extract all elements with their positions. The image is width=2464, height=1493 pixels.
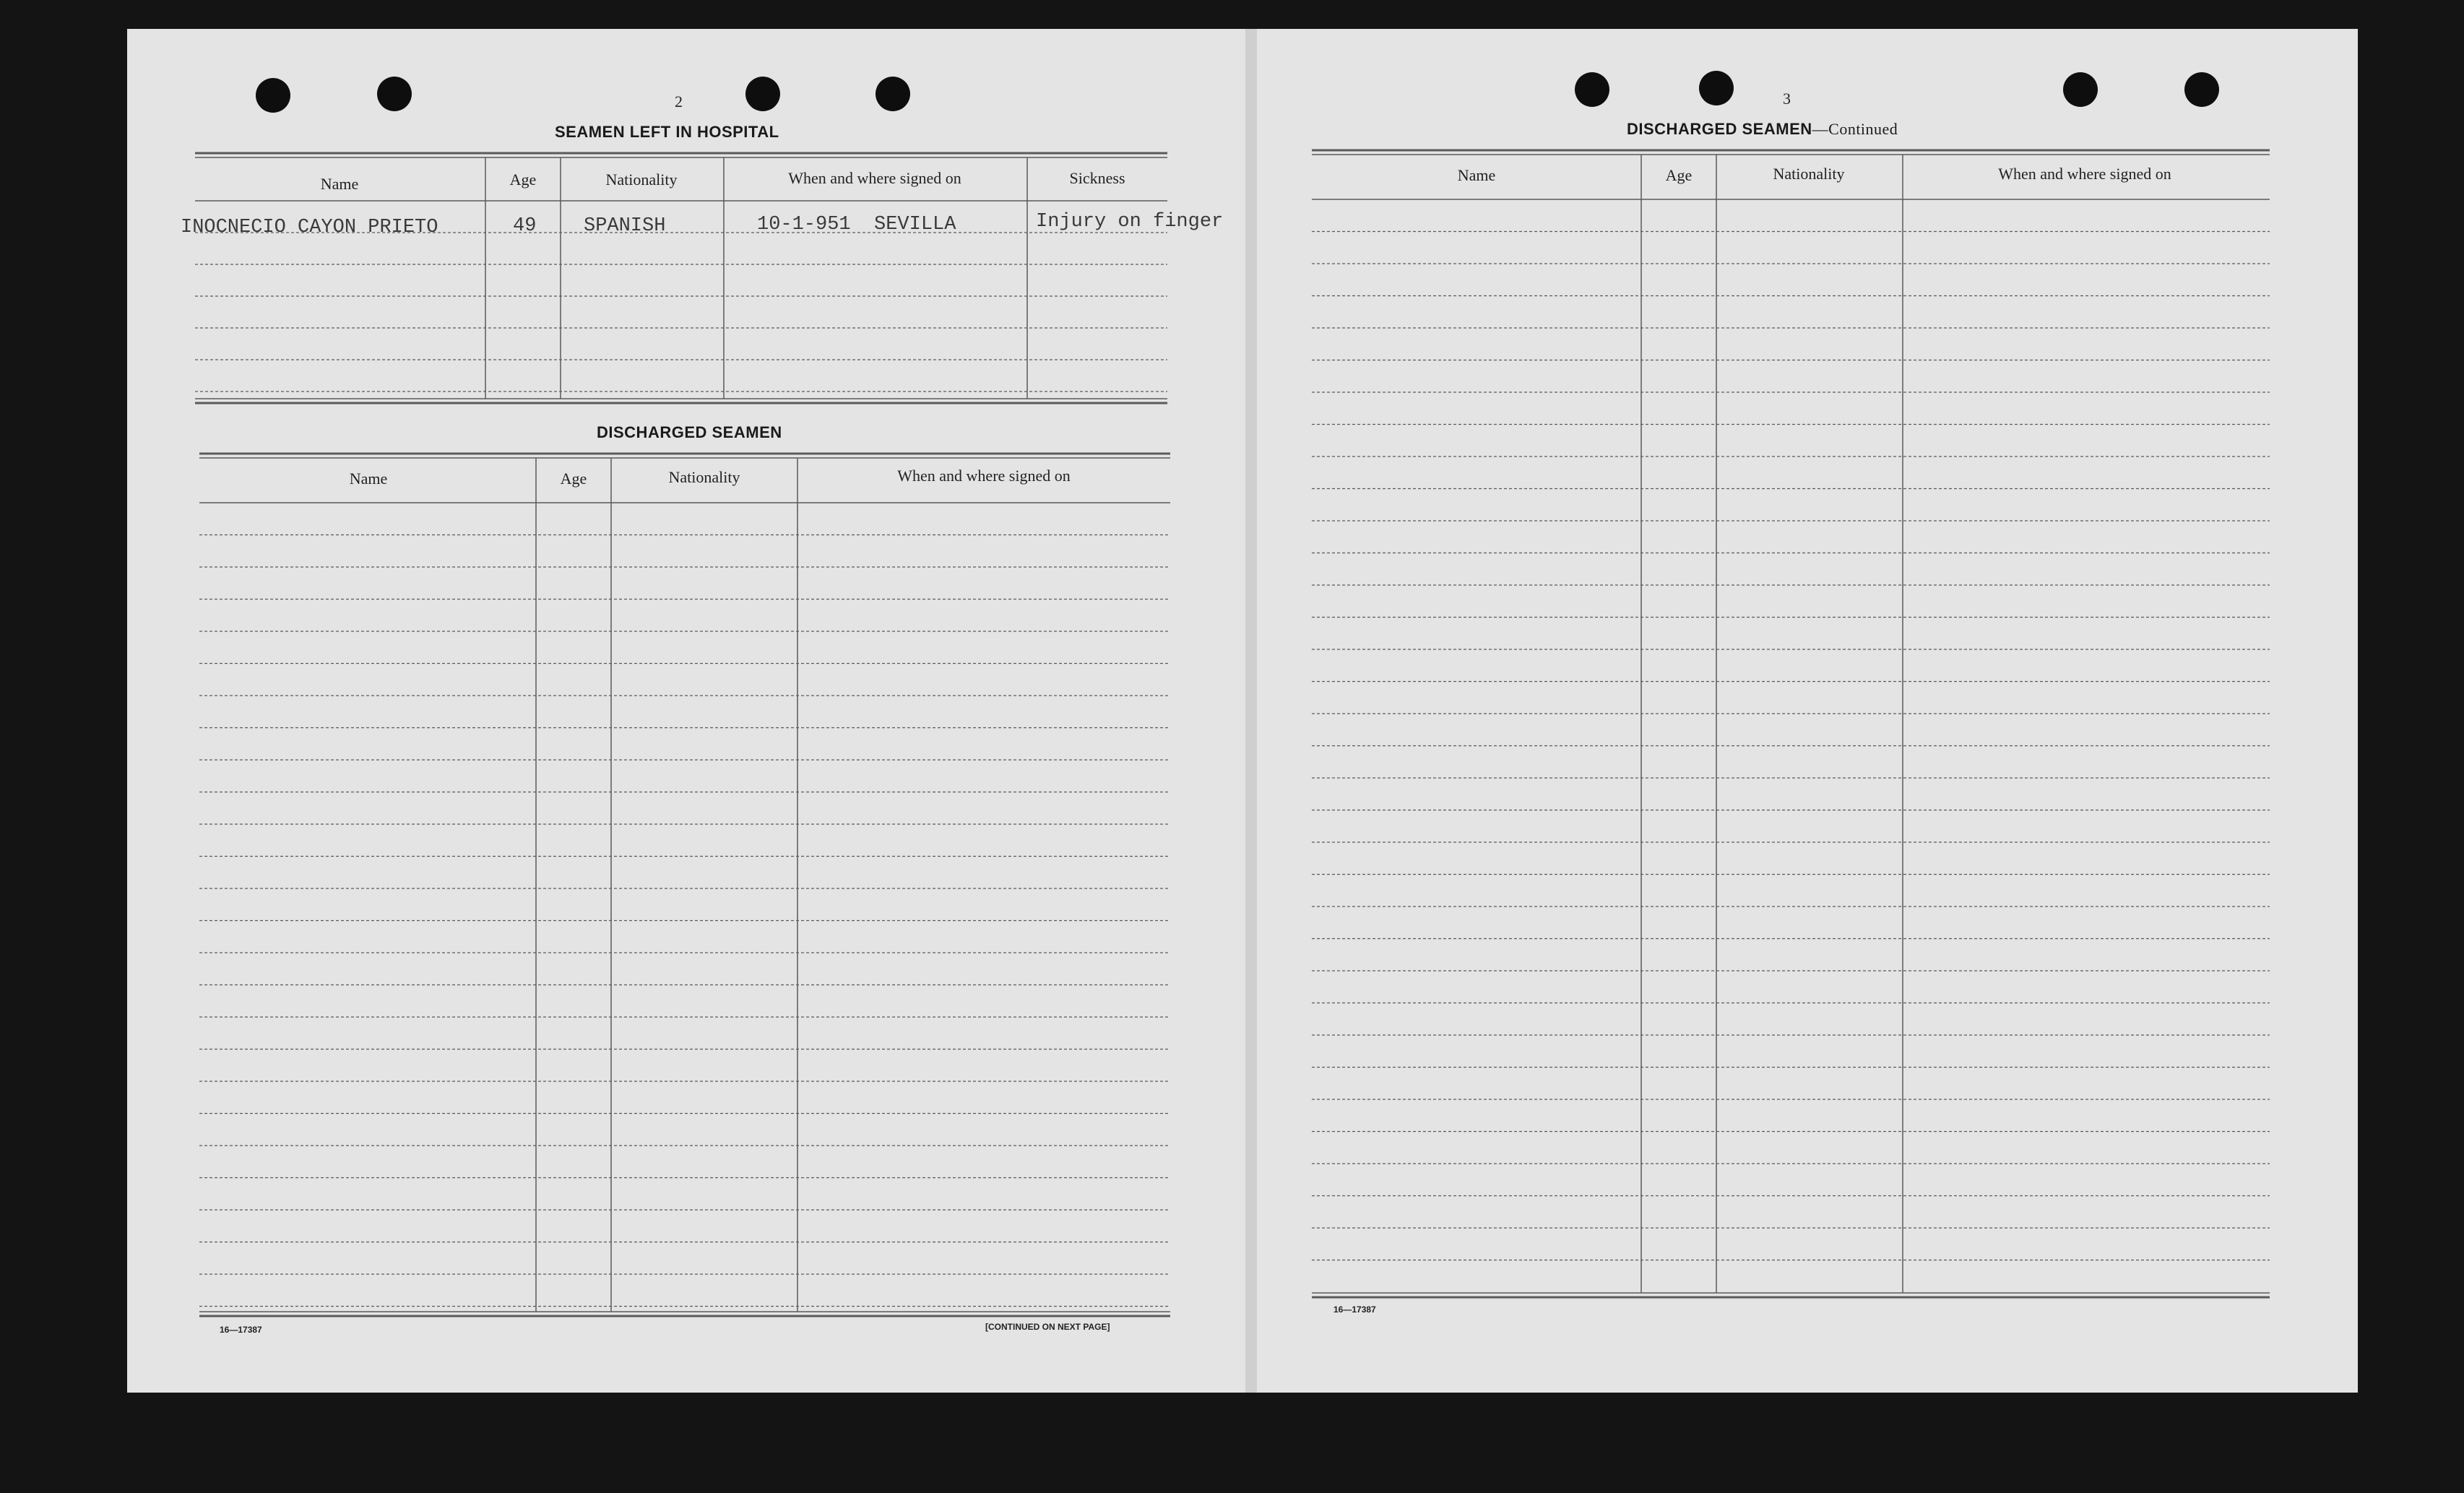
continued-note: [CONTINUED ON NEXT PAGE] <box>985 1322 1110 1332</box>
form-number-left: 16—17387 <box>220 1325 262 1335</box>
hospital-row-sickness: Injury on finger <box>1036 211 1224 233</box>
discharged-header-signed-on-right: When and where signed on <box>1998 165 2171 183</box>
discharged-header-name-left: Name <box>349 469 388 488</box>
hospital-row-nationality: SPANISH <box>584 215 666 237</box>
hospital-header-name: Name <box>320 175 359 193</box>
discharged-header-age-left: Age <box>560 469 587 488</box>
discharged-section-title-left: DISCHARGED SEAMEN <box>597 423 782 441</box>
hospital-section-title: SEAMEN LEFT IN HOSPITAL <box>555 123 779 141</box>
discharged-header-signed-on-left: When and where signed on <box>897 467 1071 485</box>
discharged-title-main: DISCHARGED SEAMEN <box>1627 120 1812 138</box>
discharged-header-nationality-right: Nationality <box>1773 165 1845 183</box>
hospital-header-age: Age <box>509 170 537 189</box>
page-number-right: 3 <box>1783 90 1791 108</box>
form-number-right: 16—17387 <box>1333 1304 1376 1315</box>
discharged-section-title-right <box>1627 120 1898 139</box>
hospital-header-sickness: Sickness <box>1069 169 1125 187</box>
hospital-row-age: 49 <box>513 215 537 237</box>
hospital-header-signed-on: When and where signed on <box>788 169 961 187</box>
hospital-row-signed-on: 10-1-951 SEVILLA <box>757 214 956 235</box>
page-number-left: 2 <box>675 92 683 111</box>
hospital-row-name: INOCNECIO CAYON PRIETO <box>181 217 438 238</box>
hospital-header-nationality: Nationality <box>605 170 678 189</box>
discharged-header-name-right: Name <box>1457 166 1496 184</box>
discharged-header-nationality-left: Nationality <box>668 468 740 486</box>
discharged-title-continued: —Continued <box>1812 120 1898 138</box>
discharged-header-age-right: Age <box>1665 166 1693 184</box>
